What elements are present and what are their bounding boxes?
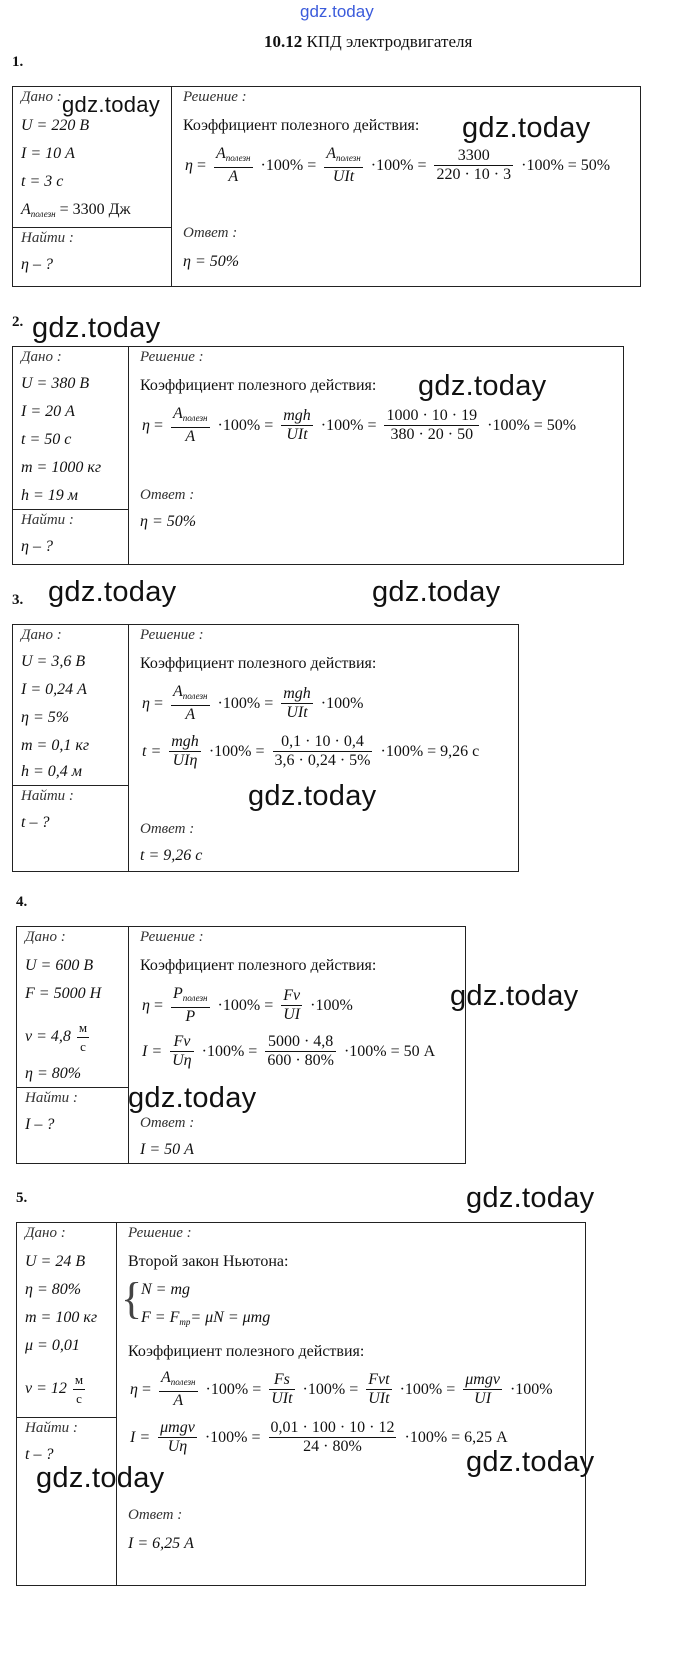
task-5-table (16, 1222, 586, 1586)
find-item: I – ? (25, 1116, 55, 1133)
task-1-number: 1. (12, 54, 24, 70)
given-item: F = 5000 Н (25, 985, 102, 1002)
watermark: gdz.today (128, 1082, 257, 1114)
given-value: = 3300 Дж (55, 201, 131, 218)
given-item: t = 50 с (21, 431, 72, 448)
given-item: t = 3 с (21, 173, 64, 190)
solution-label: Решение : (183, 89, 247, 105)
watermark: gdz.today (48, 576, 177, 608)
find-label: Найти : (21, 788, 74, 804)
task-5-number: 5. (16, 1190, 28, 1206)
given-item: m = 0,1 кг (21, 737, 90, 754)
efficiency-heading: Коэффициент полезного действия: (128, 1343, 365, 1360)
efficiency-formula: η = $\frac{P_{полезн}}{P}$ ·100% = $\frac{Fv}{UI}$ ·100% (142, 985, 353, 1025)
watermark: gdz.today (36, 1462, 165, 1494)
given-item: U = 600 В (25, 957, 94, 974)
given-item: U = 220 В (21, 117, 90, 134)
system-brace: { (121, 1274, 143, 1323)
given-item: h = 0,4 м (21, 763, 83, 780)
watermark: gdz.today (32, 312, 161, 344)
current-formula: I = $\frac{Fv}{U\eta}$ ·100% = $\frac{5000 \cdot 4,8}{600 \cdot 80\%}$ ·100% = 50 А (142, 1033, 436, 1069)
task-2-number: 2. (12, 314, 24, 330)
given-label: Дано : (21, 349, 62, 365)
efficiency-formula: η = $\frac{A_{полезн}}{A}$ ·100% = $\frac{Fs}{\text{UIt}}$ ·100% = $\frac{\text{Fvt}}{\text{UIt}}$ ·100% = $\frac{\text{μmgv}}{UI}$ ·100% (130, 1369, 553, 1409)
given-item: η = 80% (25, 1281, 82, 1298)
solution-label: Решение : (128, 1225, 192, 1241)
find-label: Найти : (21, 512, 74, 528)
section-title: КПД электродвигателя (306, 32, 473, 51)
watermark: gdz.today (466, 1182, 595, 1214)
given-label: Дано : (25, 1225, 66, 1241)
answer-label: Ответ : (140, 487, 195, 503)
given-column (13, 347, 129, 564)
given-item: h = 19 м (21, 487, 79, 504)
given-item: η = 5% (21, 709, 70, 726)
answer-label: Ответ : (140, 1115, 195, 1131)
system-eq-1: N = mg (141, 1281, 191, 1298)
given-column (13, 625, 129, 871)
given-item: I = 20 А (21, 403, 75, 420)
given-column (17, 927, 129, 1163)
find-label: Найти : (25, 1420, 78, 1436)
answer-value: t = 9,26 с (140, 847, 203, 864)
solution-label: Решение : (140, 349, 204, 365)
given-item: I = 10 А (21, 145, 75, 162)
current-formula: I = $\frac{\text{μmgv}}{U\eta}$ ·100% = $\frac{0,01 \cdot 100 \cdot 10 \cdot 12}{24 \cdot 80\%}$ ·100% = 6,25 А (130, 1419, 508, 1455)
given-item: η = 80% (25, 1065, 82, 1082)
efficiency-heading: Коэффициент полезного действия: (183, 117, 420, 134)
efficiency-heading: Коэффициент полезного действия: (140, 377, 377, 394)
given-item: U = 380 В (21, 375, 90, 392)
given-item: U = 3,6 В (21, 653, 86, 670)
efficiency-formula: η = $\frac{A_{полезн}}{A}$ ·100% = $\frac{\text{mgh}}{\text{UIt}}$ ·100% = $\frac{1000 \cdot 10 \cdot 19}{380 \cdot 20 \cdot 50}$ ·100% = 50% (142, 405, 577, 445)
site-logo[interactable]: gdz.today (300, 2, 374, 21)
efficiency-heading: Коэффициент полезного действия: (140, 957, 377, 974)
section-number: 10.12 (264, 32, 303, 51)
solution-label: Решение : (140, 627, 204, 643)
task-3-table (12, 624, 519, 872)
given-label: Дано : (25, 929, 66, 945)
answer-label: Ответ : (128, 1507, 183, 1523)
find-item: t – ? (21, 814, 50, 831)
given-item: μ = 0,01 (25, 1337, 80, 1354)
answer-value: I = 6,25 А (128, 1535, 194, 1552)
newton-heading: Второй закон Ньютона: (128, 1253, 289, 1270)
time-formula: t = $\frac{\text{mgh}}{\text{UIη}}$ ·100% = $\frac{0,1 \cdot 10 \cdot 0,4}{3,6 \cdot 0,24 \cdot 5\%}$ ·100% = 9,26 с (142, 733, 480, 769)
page-title (264, 32, 472, 52)
find-item: η – ? (21, 538, 53, 555)
watermark: gdz.today (466, 1446, 595, 1478)
system-eq-2: $F = F_{тр}= \mu N = \mu mg$ (141, 1309, 271, 1327)
watermark: gdz.today (450, 980, 579, 1012)
given-item: U = 24 В (25, 1253, 86, 1270)
find-item: η – ? (21, 256, 53, 273)
given-column (17, 1223, 117, 1585)
find-item: t – ? (25, 1446, 54, 1463)
find-box (17, 1087, 128, 1163)
efficiency-heading: Коэффициент полезного действия: (140, 655, 377, 672)
given-item: v = 4,8 $\frac{м}{с}$ (25, 1020, 88, 1054)
find-box (13, 785, 128, 871)
given-item: $A_{полезн} = 3300$ Дж (21, 201, 131, 219)
task-4-number: 4. (16, 894, 28, 910)
given-item: m = 1000 кг (21, 459, 102, 476)
answer-value: η = 50% (183, 253, 240, 270)
task-4-table (16, 926, 466, 1164)
watermark: gdz.today (62, 92, 161, 117)
answer-label: Ответ : (183, 225, 238, 241)
find-box (17, 1417, 116, 1585)
watermark: gdz.today (418, 370, 547, 402)
find-box (13, 509, 128, 564)
given-label: Дано : (21, 627, 62, 643)
given-item: v = 12 $\frac{м}{с}$ (25, 1372, 84, 1406)
watermark: gdz.today (462, 112, 591, 144)
given-label: Дано : (21, 89, 62, 105)
answer-label: Ответ : (140, 821, 195, 837)
find-label: Найти : (25, 1090, 78, 1106)
watermark: gdz.today (248, 780, 377, 812)
given-item: m = 100 кг (25, 1309, 98, 1326)
find-box (13, 227, 171, 286)
efficiency-formula: η = $\frac{A_{полезн}}{A}$ ·100% = $\frac{\text{mgh}}{\text{UIt}}$ ·100% (142, 683, 364, 723)
watermark: gdz.today (372, 576, 501, 608)
given-item: I = 0,24 А (21, 681, 87, 698)
efficiency-formula: η = $\frac{A_{полезн}}{A}$ ·100% = $\frac{A_{полезн}}{\text{UIt}}$ ·100% = $\frac{3300}{220 \cdot 10 \cdot 3}$ ·100% = 50% (185, 145, 611, 185)
answer-value: I = 50 А (140, 1141, 194, 1158)
find-label: Найти : (21, 230, 74, 246)
solution-label: Решение : (140, 929, 204, 945)
answer-value: η = 50% (140, 513, 197, 530)
task-3-number: 3. (12, 592, 24, 608)
